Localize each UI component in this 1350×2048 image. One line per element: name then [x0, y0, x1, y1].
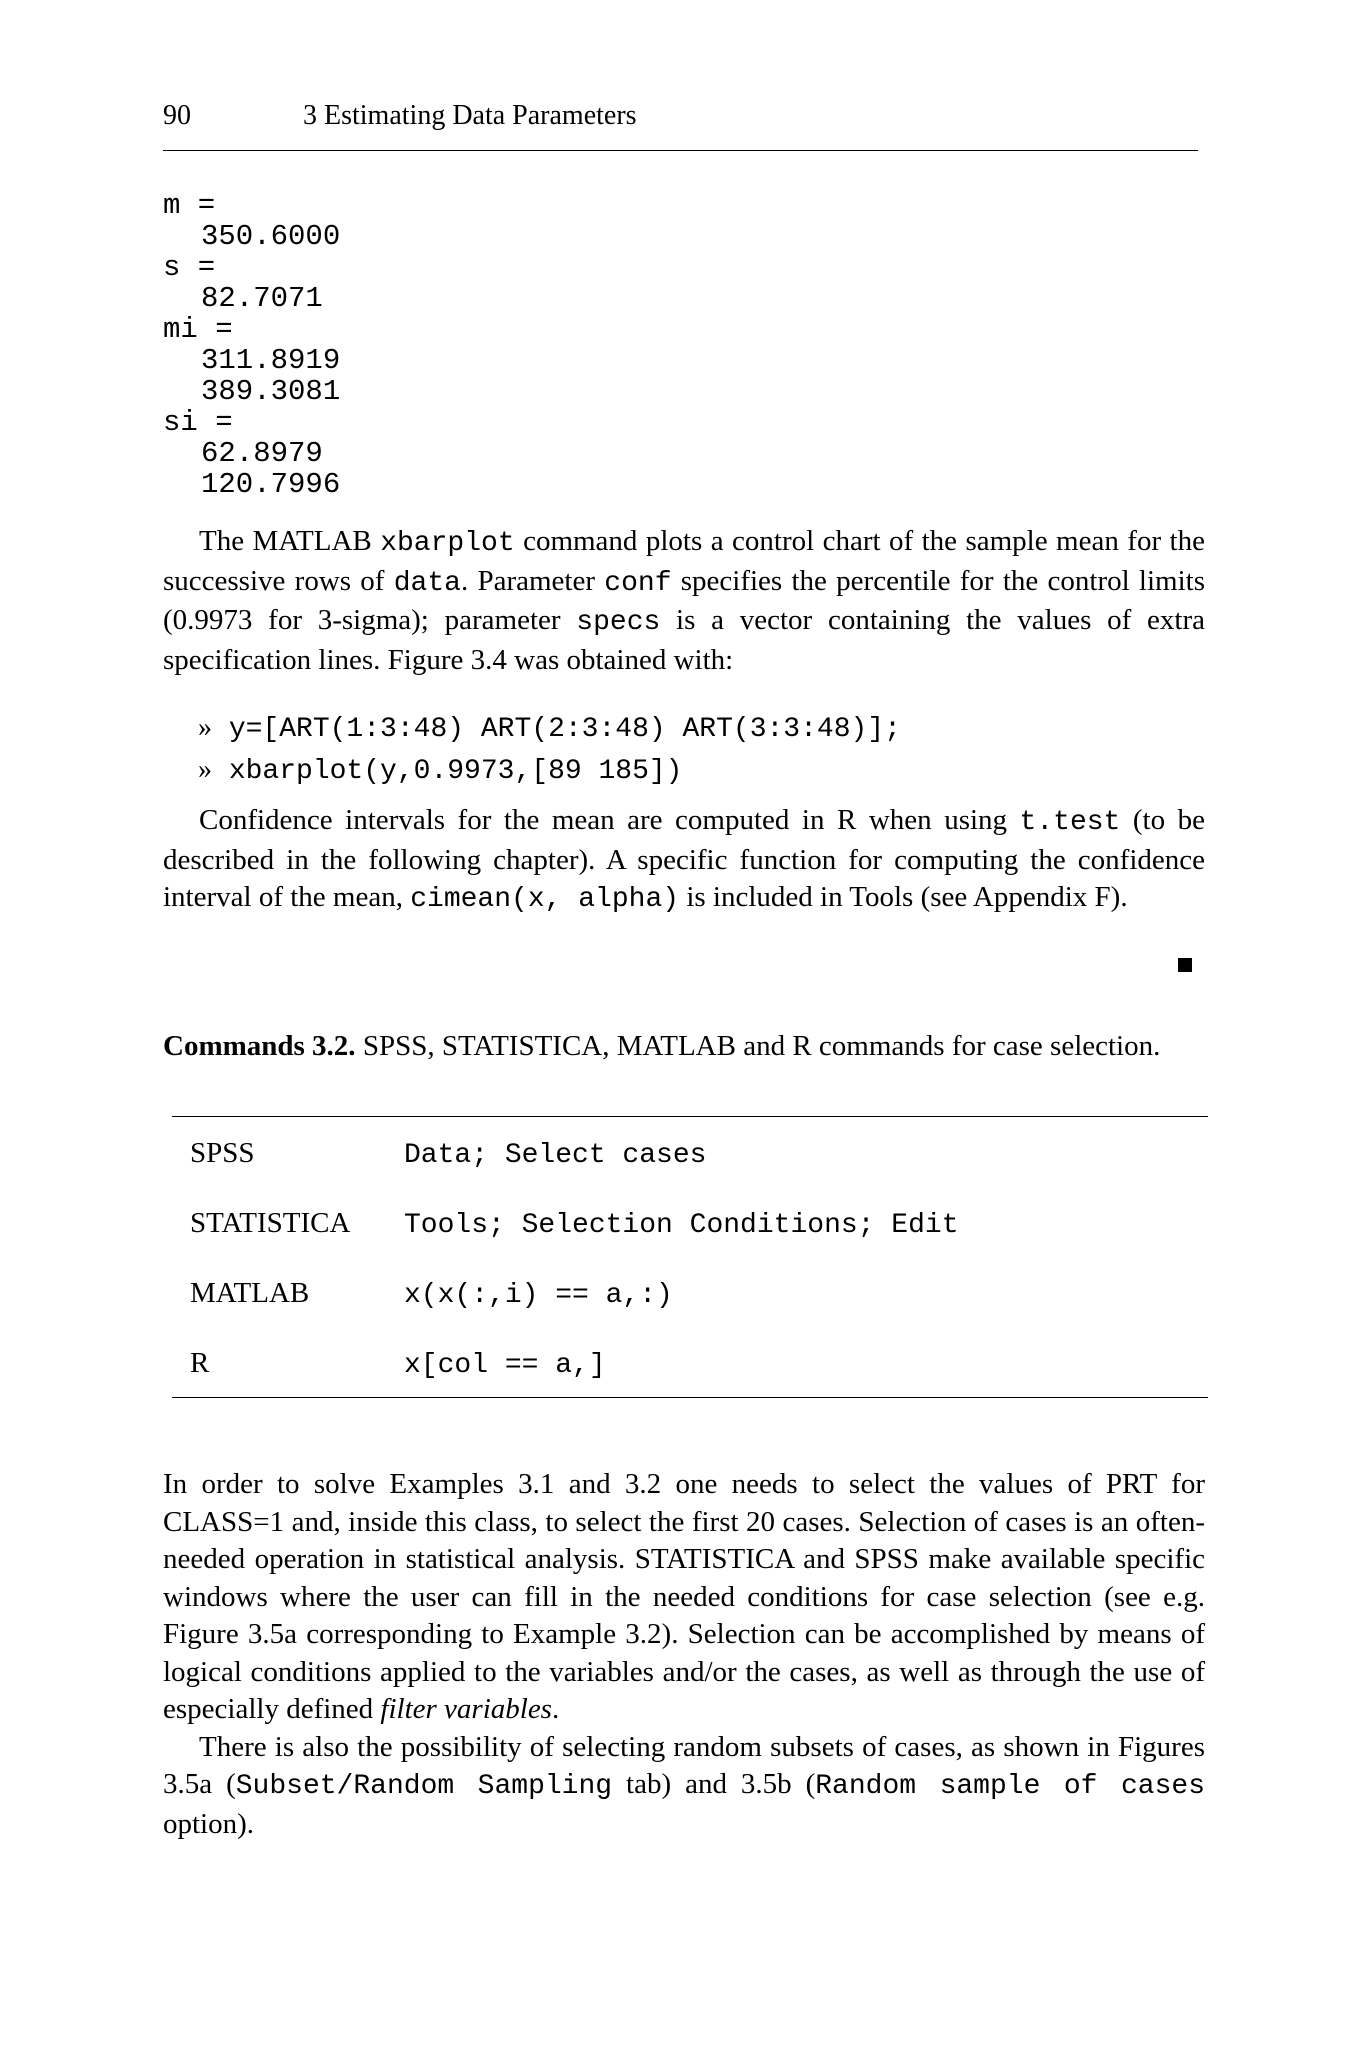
page-number: 90	[163, 100, 191, 131]
paragraph-confidence-intervals	[163, 802, 1205, 919]
text-run: . Parameter	[460, 564, 605, 597]
paragraph-xbarplot	[163, 523, 1205, 679]
command-text: x[col == a,]	[404, 1350, 606, 1381]
text-run: (to be described in the following chapter). A specific function for computing the confidence interval of the mean,	[163, 804, 1205, 913]
inline-code: specs	[576, 607, 661, 638]
command-line	[198, 750, 901, 792]
inline-code: data	[393, 567, 461, 599]
inline-code: xbarplot	[380, 528, 515, 559]
text-run: In order to solve Examples 3.1 and 3.2 one needs to select the values of PRT for CLASS=1 and, inside this class, to select the first 20 cases. Selection of cases is an often-needed operation in statistical analysis. STATISTICA and SPSS make available specific windows where the user can fill in the needed conditions for case selection (see e.g. Figure 3.5a corresponding to Example 3.2). Selection can be accomplished by means of logical conditions applied to the variables and/or the cases, as well as through the use of especially defined	[163, 1468, 1205, 1725]
table-bottom-rule	[172, 1397, 1208, 1398]
inline-code: t.test	[1019, 807, 1121, 838]
output-line: 120.7996	[201, 468, 341, 501]
output-line: 311.8919	[201, 344, 341, 377]
running-header	[163, 100, 637, 132]
command-text: Data; Select cases	[404, 1140, 707, 1171]
text-run: .	[551, 1693, 560, 1725]
table-row	[190, 1277, 673, 1311]
text-run: command plots a control chart of the sample mean for the successive rows of	[163, 525, 1205, 597]
commands-caption	[163, 1028, 1205, 1064]
command-text: xbarplot(y,0.9973,[89 185])	[228, 756, 683, 787]
output-line: si =	[163, 406, 233, 439]
command-line	[198, 708, 901, 750]
text-run: option).	[163, 1807, 255, 1840]
inline-code: Subset/Random Sampling	[235, 1771, 613, 1802]
prompt-symbol: »	[198, 712, 212, 743]
inline-code: conf	[604, 567, 672, 599]
text-run: is included in Tools (see Appendix F).	[679, 881, 1128, 913]
command-text: y=[ART(1:3:48) ART(2:3:48) ART(3:3:48)];	[228, 714, 901, 745]
software-name: MATLAB	[190, 1277, 310, 1309]
inline-code: cimean(x, alpha)	[410, 884, 680, 915]
prompt-symbol: »	[198, 754, 212, 785]
table-row	[190, 1347, 606, 1381]
output-line: 350.6000	[201, 220, 341, 253]
software-name: SPSS	[190, 1137, 255, 1169]
text-run: The MATLAB	[199, 525, 381, 557]
command-lines	[198, 708, 901, 792]
output-line: m =	[163, 189, 216, 222]
end-of-example-mark	[1178, 958, 1192, 972]
paragraph-case-selection	[163, 1466, 1205, 1843]
table-row	[190, 1137, 706, 1171]
output-line: 62.8979	[201, 437, 323, 470]
text-run: There is also the possibility of selecting random subsets of cases, as shown in Figures 3.5a (	[163, 1730, 1205, 1800]
matlab-output	[163, 190, 340, 500]
output-line: 389.3081	[201, 375, 341, 408]
command-text: x(x(:,i) == a,:)	[404, 1280, 673, 1311]
text-run: is a vector containing the values of extra specification lines. Figure 3.4 was obtained with:	[163, 604, 1206, 676]
inline-code: Random sample of cases	[815, 1771, 1205, 1802]
table-row	[190, 1207, 959, 1241]
software-name: R	[190, 1347, 210, 1379]
text-run: tab) and 3.5b (	[612, 1768, 816, 1800]
caption-text: SPSS, STATISTICA, MATLAB and R commands for case selection.	[355, 1030, 1161, 1062]
text-run: Confidence intervals for the mean are computed in R when using	[199, 804, 1020, 836]
chapter-title: 3 Estimating Data Parameters	[303, 100, 637, 131]
output-line: mi =	[163, 313, 233, 346]
table-top-rule	[172, 1116, 1208, 1117]
output-line: 82.7071	[201, 282, 323, 315]
caption-label: Commands 3.2.	[163, 1030, 356, 1062]
emphasized-text: filter variables	[380, 1693, 552, 1725]
header-rule	[163, 150, 1198, 151]
command-text: Tools; Selection Conditions; Edit	[404, 1210, 959, 1241]
software-name: STATISTICA	[190, 1207, 351, 1239]
output-line: s =	[163, 251, 216, 284]
text-run: specifies the percentile for the control limits (0.9973 for 3-sigma); parameter	[163, 564, 1205, 636]
